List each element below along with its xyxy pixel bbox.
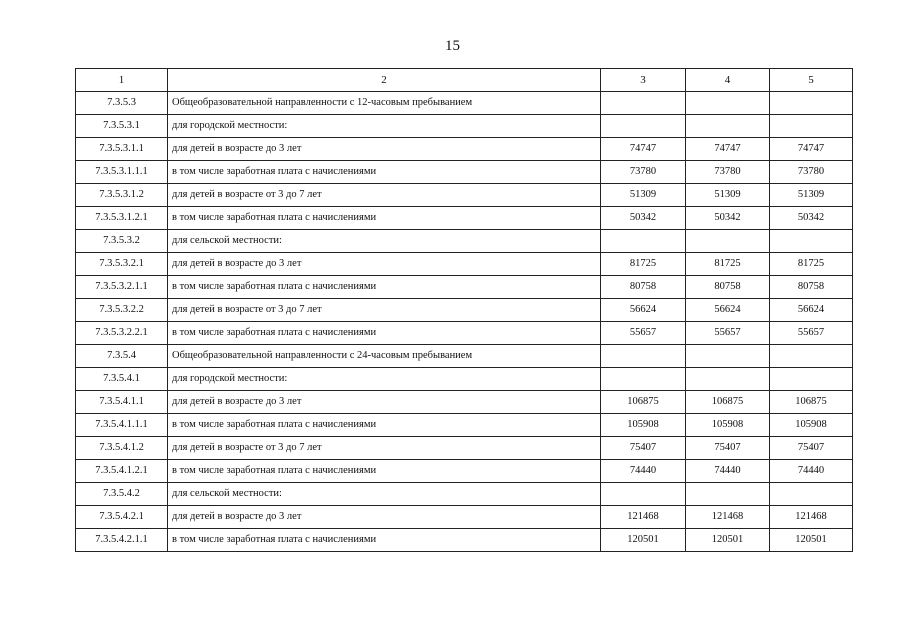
table-header-row — [76, 69, 853, 92]
row-value-col3-cell: 105908 — [601, 414, 686, 437]
row-value-col5-cell: 106875 — [770, 391, 853, 414]
row-value-col4-cell: 55657 — [686, 322, 770, 345]
row-name-cell: в том числе заработная плата с начислениями — [168, 322, 601, 345]
row-value-col5-cell: 120501 — [770, 529, 853, 552]
row-value-col3-cell: 80758 — [601, 276, 686, 299]
row-code-cell: 7.3.5.3.1.1 — [76, 138, 168, 161]
row-value-col5-cell: 51309 — [770, 184, 853, 207]
row-value-col5-cell — [770, 345, 853, 368]
row-value-col5-cell — [770, 368, 853, 391]
table-row — [76, 506, 853, 529]
row-value-col3-cell: 121468 — [601, 506, 686, 529]
row-name-cell: в том числе заработная плата с начислениями — [168, 529, 601, 552]
row-value-col4-cell: 75407 — [686, 437, 770, 460]
row-value-col3-cell: 51309 — [601, 184, 686, 207]
table-row — [76, 299, 853, 322]
row-value-col3-cell: 120501 — [601, 529, 686, 552]
row-value-col5-cell: 105908 — [770, 414, 853, 437]
table-row — [76, 207, 853, 230]
row-code-cell: 7.3.5.3.2 — [76, 230, 168, 253]
row-code-cell: 7.3.5.4.1 — [76, 368, 168, 391]
table-row — [76, 184, 853, 207]
row-name-cell: в том числе заработная плата с начислениями — [168, 161, 601, 184]
row-value-col3-cell: 56624 — [601, 299, 686, 322]
row-value-col4-cell: 81725 — [686, 253, 770, 276]
row-name-cell: для городской местности: — [168, 115, 601, 138]
table-row — [76, 253, 853, 276]
row-value-col4-cell: 51309 — [686, 184, 770, 207]
table-row — [76, 414, 853, 437]
row-value-col4-cell: 50342 — [686, 207, 770, 230]
table-row — [76, 115, 853, 138]
row-value-col5-cell — [770, 230, 853, 253]
row-value-col4-cell — [686, 92, 770, 115]
row-code-cell: 7.3.5.4 — [76, 345, 168, 368]
row-value-col5-cell — [770, 92, 853, 115]
row-value-col4-cell — [686, 115, 770, 138]
row-name-cell: для детей в возрасте от 3 до 7 лет — [168, 184, 601, 207]
row-name-cell: для детей в возрасте от 3 до 7 лет — [168, 299, 601, 322]
row-name-cell: в том числе заработная плата с начислениями — [168, 207, 601, 230]
row-value-col5-cell: 55657 — [770, 322, 853, 345]
row-code-cell: 7.3.5.4.2.1 — [76, 506, 168, 529]
row-value-col4-cell: 121468 — [686, 506, 770, 529]
table-row — [76, 368, 853, 391]
row-code-cell: 7.3.5.3.1.1.1 — [76, 161, 168, 184]
header-cell-5: 5 — [770, 69, 853, 92]
table-row — [76, 230, 853, 253]
row-value-col3-cell — [601, 345, 686, 368]
header-cell-2: 2 — [168, 69, 601, 92]
row-code-cell: 7.3.5.3 — [76, 92, 168, 115]
row-value-col5-cell: 81725 — [770, 253, 853, 276]
row-code-cell: 7.3.5.4.1.2 — [76, 437, 168, 460]
row-code-cell: 7.3.5.4.1.2.1 — [76, 460, 168, 483]
row-name-cell: Общеобразовательной направленности с 12-часовым пребыванием — [168, 92, 601, 115]
row-name-cell: в том числе заработная плата с начислениями — [168, 414, 601, 437]
row-code-cell: 7.3.5.4.1.1 — [76, 391, 168, 414]
table-row — [76, 529, 853, 552]
row-value-col3-cell — [601, 92, 686, 115]
row-code-cell: 7.3.5.3.2.2.1 — [76, 322, 168, 345]
table-row — [76, 460, 853, 483]
table-row — [76, 322, 853, 345]
row-value-col4-cell: 80758 — [686, 276, 770, 299]
row-value-col4-cell: 106875 — [686, 391, 770, 414]
row-name-cell: в том числе заработная плата с начислениями — [168, 460, 601, 483]
row-value-col3-cell: 75407 — [601, 437, 686, 460]
row-code-cell: 7.3.5.3.2.1 — [76, 253, 168, 276]
row-code-cell: 7.3.5.3.1.2.1 — [76, 207, 168, 230]
row-value-col4-cell: 56624 — [686, 299, 770, 322]
row-value-col5-cell: 80758 — [770, 276, 853, 299]
table-row — [76, 391, 853, 414]
row-value-col4-cell — [686, 368, 770, 391]
table-row — [76, 138, 853, 161]
header-cell-3: 3 — [601, 69, 686, 92]
row-value-col5-cell: 56624 — [770, 299, 853, 322]
row-value-col4-cell — [686, 230, 770, 253]
row-value-col3-cell: 81725 — [601, 253, 686, 276]
table-row — [76, 483, 853, 506]
row-value-col5-cell: 73780 — [770, 161, 853, 184]
row-value-col4-cell: 74440 — [686, 460, 770, 483]
table-row — [76, 161, 853, 184]
row-code-cell: 7.3.5.3.1 — [76, 115, 168, 138]
row-value-col3-cell — [601, 483, 686, 506]
row-code-cell: 7.3.5.3.1.2 — [76, 184, 168, 207]
row-value-col4-cell: 120501 — [686, 529, 770, 552]
table-row — [76, 92, 853, 115]
header-cell-1: 1 — [76, 69, 168, 92]
row-code-cell: 7.3.5.3.2.2 — [76, 299, 168, 322]
row-value-col3-cell — [601, 368, 686, 391]
row-code-cell: 7.3.5.4.1.1.1 — [76, 414, 168, 437]
row-name-cell: для детей в возрасте до 3 лет — [168, 138, 601, 161]
page-number: 15 — [445, 38, 460, 54]
row-value-col3-cell — [601, 230, 686, 253]
row-name-cell: для детей в возрасте до 3 лет — [168, 506, 601, 529]
row-value-col4-cell: 105908 — [686, 414, 770, 437]
row-value-col5-cell: 50342 — [770, 207, 853, 230]
row-name-cell: для детей в возрасте от 3 до 7 лет — [168, 437, 601, 460]
row-value-col5-cell — [770, 115, 853, 138]
row-value-col3-cell: 106875 — [601, 391, 686, 414]
row-value-col5-cell: 121468 — [770, 506, 853, 529]
row-name-cell: для сельской местности: — [168, 230, 601, 253]
row-value-col5-cell: 74747 — [770, 138, 853, 161]
table-row — [76, 437, 853, 460]
row-name-cell: Общеобразовательной направленности с 24-часовым пребыванием — [168, 345, 601, 368]
row-name-cell: для детей в возрасте до 3 лет — [168, 391, 601, 414]
header-cell-4: 4 — [686, 69, 770, 92]
row-value-col5-cell: 74440 — [770, 460, 853, 483]
row-name-cell: для детей в возрасте до 3 лет — [168, 253, 601, 276]
row-value-col3-cell: 73780 — [601, 161, 686, 184]
tariff-table — [75, 68, 853, 552]
table-body — [76, 69, 853, 552]
table-row — [76, 345, 853, 368]
row-code-cell: 7.3.5.4.2 — [76, 483, 168, 506]
row-value-col3-cell — [601, 115, 686, 138]
row-code-cell: 7.3.5.4.2.1.1 — [76, 529, 168, 552]
row-value-col5-cell — [770, 483, 853, 506]
row-value-col4-cell: 74747 — [686, 138, 770, 161]
row-name-cell: в том числе заработная плата с начислениями — [168, 276, 601, 299]
table-row — [76, 276, 853, 299]
row-value-col3-cell: 55657 — [601, 322, 686, 345]
row-value-col4-cell: 73780 — [686, 161, 770, 184]
row-value-col3-cell: 74747 — [601, 138, 686, 161]
row-value-col4-cell — [686, 483, 770, 506]
row-code-cell: 7.3.5.3.2.1.1 — [76, 276, 168, 299]
row-value-col4-cell — [686, 345, 770, 368]
row-value-col3-cell: 50342 — [601, 207, 686, 230]
row-value-col3-cell: 74440 — [601, 460, 686, 483]
row-name-cell: для сельской местности: — [168, 483, 601, 506]
row-name-cell: для городской местности: — [168, 368, 601, 391]
row-value-col5-cell: 75407 — [770, 437, 853, 460]
